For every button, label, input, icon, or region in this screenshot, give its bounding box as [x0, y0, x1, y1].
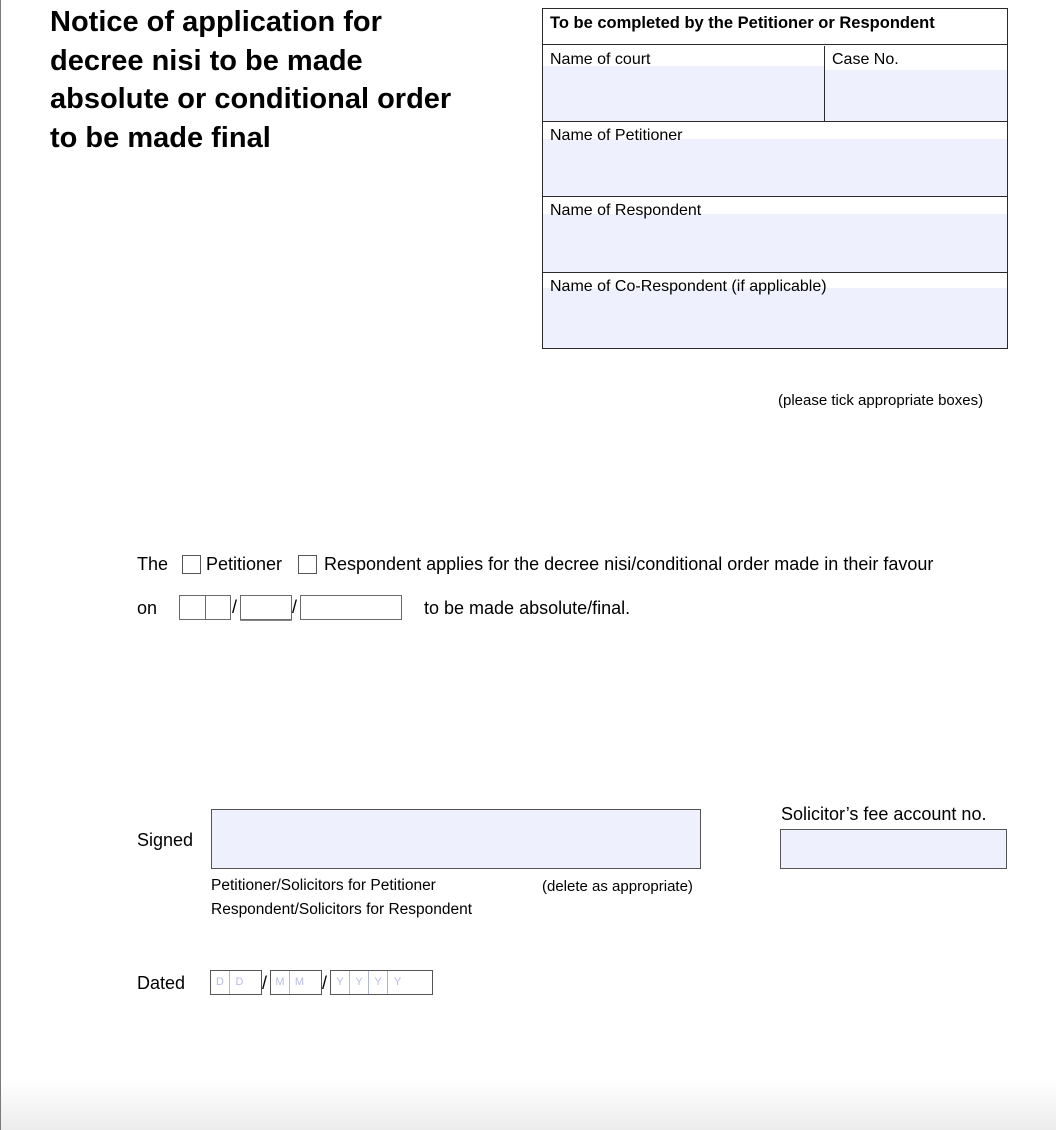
- signer-role-line-1: Petitioner/Solicitors for Petitioner: [211, 877, 436, 894]
- made-absolute-text: to be made absolute/final.: [424, 598, 631, 618]
- month-digit-placeholder: M: [271, 971, 290, 994]
- date-slash: /: [292, 597, 298, 617]
- month-digit-placeholder: M: [294, 976, 305, 988]
- decree-month-input[interactable]: [240, 595, 292, 620]
- year-digit-placeholder: Y: [369, 971, 388, 994]
- name-of-petitioner-cell: [543, 122, 1007, 196]
- day-digit-placeholder: D: [211, 971, 230, 994]
- dated-month-input[interactable]: [270, 970, 322, 995]
- fee-account-field[interactable]: [780, 829, 1007, 869]
- name-of-co-respondent-field[interactable]: [543, 288, 1007, 348]
- fee-account-label: Solicitor’s fee account no.: [781, 804, 987, 824]
- dated-day-input[interactable]: [210, 970, 262, 995]
- tick-boxes-hint: (please tick appropriate boxes): [778, 392, 984, 409]
- name-of-petitioner-field[interactable]: [543, 139, 1007, 196]
- name-of-court-cell: [543, 46, 824, 121]
- respondent-checkbox[interactable]: [298, 555, 317, 574]
- name-of-court-label: Name of court: [550, 51, 651, 68]
- delete-hint: (delete as appropriate): [542, 878, 693, 895]
- petitioner-label: Petitioner: [206, 554, 283, 574]
- name-of-co-respondent-label: Name of Co-Respondent (if applicable): [550, 278, 827, 295]
- signer-role-line-2: Respondent/Solicitors for Respondent: [211, 901, 473, 918]
- signed-label: Signed: [137, 830, 194, 850]
- date-slash: /: [322, 973, 328, 993]
- name-of-respondent-cell: [543, 197, 1007, 272]
- page-bottom-shade: [1, 1080, 1056, 1130]
- name-of-co-respondent-cell: [543, 273, 1007, 348]
- court-box-header: To be completed by the Petitioner or Respondent: [543, 9, 1007, 45]
- the-label: The: [137, 554, 169, 574]
- year-digit-placeholder: Y: [331, 971, 350, 994]
- name-of-court-field[interactable]: [543, 66, 824, 121]
- date-slash: /: [232, 597, 238, 617]
- page-left-border: [0, 0, 1, 1130]
- decree-year-input[interactable]: [300, 595, 402, 620]
- signature-field[interactable]: [211, 809, 701, 869]
- case-no-field[interactable]: [825, 70, 1007, 121]
- day-digit-placeholder: D: [235, 976, 244, 988]
- decree-day-input[interactable]: [179, 595, 231, 620]
- petitioner-checkbox[interactable]: [182, 555, 201, 574]
- court-details-box: [542, 8, 1008, 349]
- year-digit-placeholder: Y: [350, 971, 369, 994]
- dated-label: Dated: [137, 973, 186, 993]
- name-of-respondent-field[interactable]: [543, 214, 1007, 272]
- digit-divider: [205, 596, 206, 619]
- form-title: Notice of application for decree nisi to be made absolute or conditional order to be made final: [50, 6, 452, 154]
- on-label: on: [137, 598, 158, 618]
- name-of-petitioner-label: Name of Petitioner: [550, 127, 683, 144]
- dated-year-input[interactable]: [330, 970, 433, 995]
- case-no-label: Case No.: [832, 51, 899, 68]
- respondent-applies-text: Respondent applies for the decree nisi/conditional order made in their favour: [324, 554, 934, 574]
- year-digit-placeholder: Y: [393, 976, 402, 988]
- date-slash: /: [262, 973, 268, 993]
- decree-month-underline: [240, 620, 292, 621]
- case-no-cell: [825, 46, 1007, 121]
- name-of-respondent-label: Name of Respondent: [550, 202, 702, 219]
